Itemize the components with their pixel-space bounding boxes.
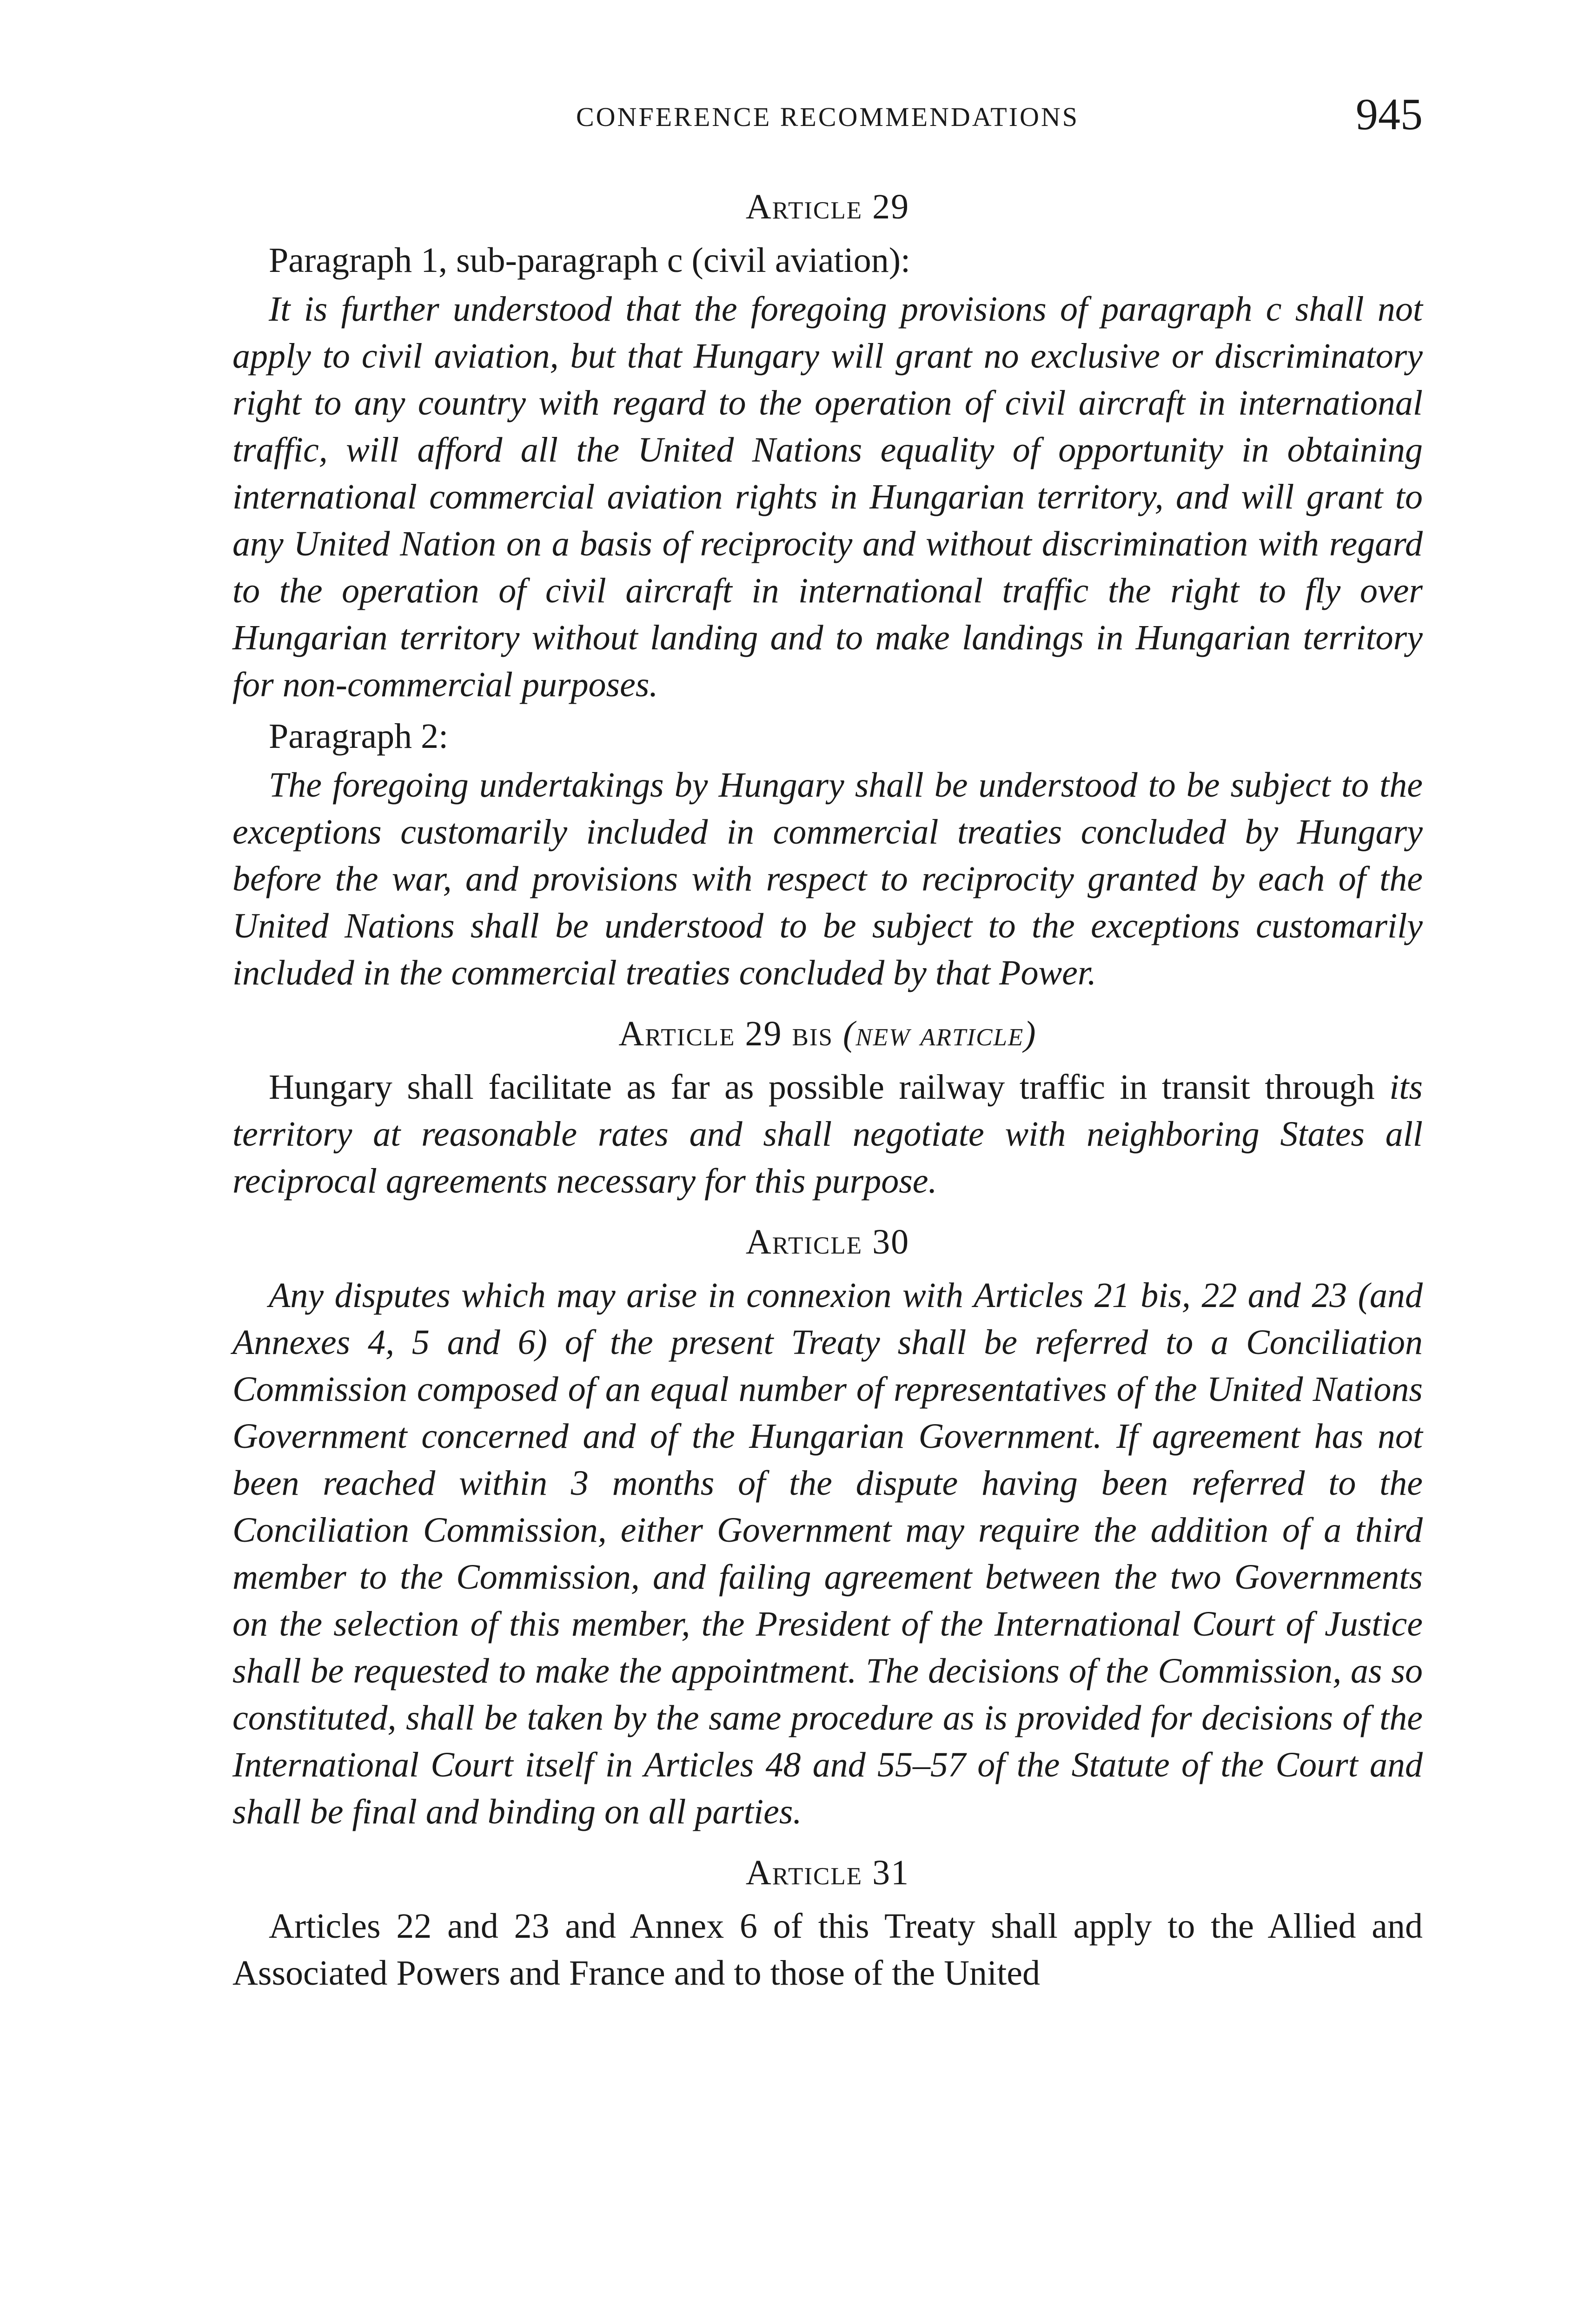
page-number: 945 — [1356, 89, 1423, 139]
article-29-bis-text — [232, 1064, 1423, 1205]
article-29-bis-roman-text: Hungary shall facilitate as far as possible railway traffic in transit through — [269, 1068, 1375, 1107]
article-29-bis-heading — [232, 1010, 1423, 1057]
article-29-bis-italic-text: its territory at reasonable rates and shall negotiate with neighboring States all reciprocal agreements necessary for this purpose. — [232, 1068, 1423, 1201]
paragraph-1-subheading: Paragraph 1, sub-paragraph c (civil aviation): — [269, 241, 911, 280]
article-30-heading: Article 30 — [745, 1222, 910, 1261]
running-title: CONFERENCE RECOMMENDATIONS — [576, 102, 1079, 132]
article-29-bis-note: (new article) — [843, 1014, 1037, 1053]
article-31-heading: Article 31 — [745, 1853, 910, 1892]
page-header — [232, 88, 1423, 144]
article-31-text: Articles 22 and 23 and Annex 6 of this Treaty shall apply to the Allied and Associated Powers and France and to those of the United — [232, 1907, 1423, 1993]
document-body — [232, 184, 1423, 2001]
article-29-heading: Article 29 — [745, 187, 910, 226]
article-30-text: Any disputes which may arise in connexion with Articles 21 bis, 22 and 23 (and Annexes 4, 5 and 6) of the present Treaty shall be referred to a Conciliation Commission composed of an equal number of representatives of the United Nations Government concerned and of the Hungarian Government. If agreement has not been reached within 3 months of the dispute having been referred to the Conciliation Commission, either Government may require the addition of a third member to the Commission, and failing agreement between the two Governments on the selection of this member, the President of the International Court of Justice shall be requested to make the appointment. The decisions of the Commission, as so constituted, shall be taken by the same procedure as is provided for decisions of the International Court itself in Articles 48 and 55–57 of the Statute of the Court and shall be final and binding on all parties. — [232, 1276, 1423, 1831]
article-29-paragraph-2-text: The foregoing undertakings by Hungary shall be understood to be subject to the exceptions customarily included in commercial treaties concluded by Hungary before the war, and provisions with respect to reciprocity granted by each of the United Nations shall be understood to be subject to the exceptions customarily included in the commercial treaties concluded by that Power. — [232, 766, 1423, 992]
article-29-paragraph-1-text: It is further understood that the foregoing provisions of paragraph c shall not apply to civil aviation, but that Hungary will grant no exclusive or discriminatory right to any country with regard to the operation of civil aircraft in international traffic, will afford all the United Nations equality of opportunity in obtaining international commercial aviation rights in Hungarian territory, and will grant to any United Nation on a basis of reciprocity and without discrimination with regard to the operation of civil aircraft in international traffic the right to fly over Hungarian territory without landing and to make landings in Hungarian territory for non-commercial purposes. — [232, 290, 1423, 704]
article-29-bis-title: Article 29 bis — [618, 1014, 834, 1053]
paragraph-2-label: Paragraph 2: — [269, 717, 449, 756]
